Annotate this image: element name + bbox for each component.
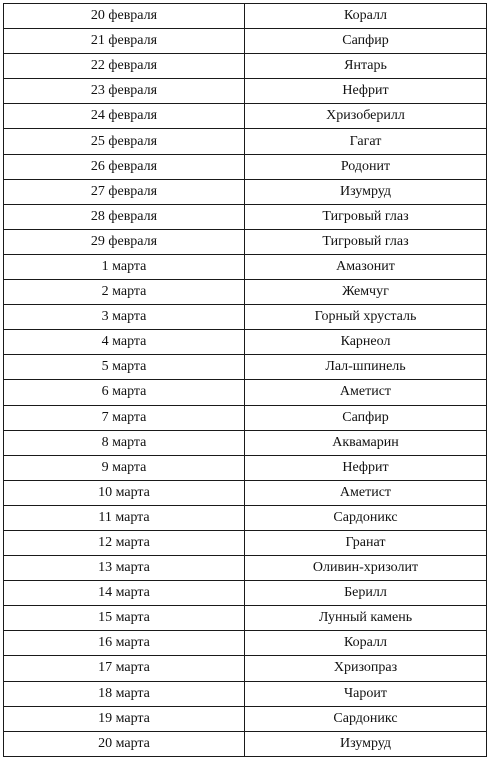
date-cell: 27 февраля: [4, 179, 245, 204]
stone-cell: Изумруд: [245, 731, 487, 756]
table-row: [4, 480, 487, 505]
date-cell: 25 февраля: [4, 129, 245, 154]
table-row: [4, 606, 487, 631]
date-cell: 16 марта: [4, 631, 245, 656]
date-cell: 23 февраля: [4, 79, 245, 104]
table-row: [4, 731, 487, 756]
stone-cell: Родонит: [245, 154, 487, 179]
table-row: [4, 280, 487, 305]
date-cell: 8 марта: [4, 430, 245, 455]
table-row: [4, 305, 487, 330]
stone-cell: Лунный камень: [245, 606, 487, 631]
date-cell: 21 февраля: [4, 29, 245, 54]
table-row: [4, 204, 487, 229]
table-row: [4, 405, 487, 430]
date-cell: 13 марта: [4, 556, 245, 581]
date-cell: 11 марта: [4, 505, 245, 530]
stone-cell: Карнеол: [245, 330, 487, 355]
stone-cell: Оливин-хризолит: [245, 556, 487, 581]
table-row: [4, 104, 487, 129]
date-cell: 10 марта: [4, 480, 245, 505]
stone-cell: Гранат: [245, 530, 487, 555]
date-cell: 1 марта: [4, 254, 245, 279]
date-cell: 5 марта: [4, 355, 245, 380]
stone-cell: Тигровый глаз: [245, 204, 487, 229]
stone-cell: Хризопраз: [245, 656, 487, 681]
table-row: [4, 581, 487, 606]
stone-cell: Гагат: [245, 129, 487, 154]
date-cell: 4 марта: [4, 330, 245, 355]
date-cell: 14 марта: [4, 581, 245, 606]
stone-cell: Сардоникс: [245, 505, 487, 530]
stone-cell: Чароит: [245, 681, 487, 706]
date-cell: 12 марта: [4, 530, 245, 555]
table-row: [4, 179, 487, 204]
date-cell: 17 марта: [4, 656, 245, 681]
table-row: [4, 254, 487, 279]
stone-cell: Хризоберилл: [245, 104, 487, 129]
stone-cell: Янтарь: [245, 54, 487, 79]
stone-cell: Сапфир: [245, 405, 487, 430]
table-row: [4, 455, 487, 480]
date-cell: 19 марта: [4, 706, 245, 731]
stone-cell: Аметист: [245, 380, 487, 405]
stone-cell: Сардоникс: [245, 706, 487, 731]
table-row: [4, 656, 487, 681]
stone-cell: Коралл: [245, 4, 487, 29]
table-row: [4, 530, 487, 555]
stone-cell: Аквамарин: [245, 430, 487, 455]
table-row: [4, 355, 487, 380]
stone-cell: Жемчуг: [245, 280, 487, 305]
table-row: [4, 4, 487, 29]
stone-cell: Сапфир: [245, 29, 487, 54]
stone-cell: Берилл: [245, 581, 487, 606]
date-cell: 15 марта: [4, 606, 245, 631]
stone-cell: Нефрит: [245, 455, 487, 480]
stone-cell: Коралл: [245, 631, 487, 656]
table-row: [4, 681, 487, 706]
table-row: [4, 54, 487, 79]
stone-cell: Амазонит: [245, 254, 487, 279]
date-cell: 2 марта: [4, 280, 245, 305]
stone-cell: Аметист: [245, 480, 487, 505]
table-row: [4, 330, 487, 355]
table-row: [4, 229, 487, 254]
table-body: [4, 4, 487, 757]
date-cell: 28 февраля: [4, 204, 245, 229]
date-cell: 22 февраля: [4, 54, 245, 79]
stone-cell: Горный хрусталь: [245, 305, 487, 330]
date-cell: 20 марта: [4, 731, 245, 756]
table-row: [4, 631, 487, 656]
stone-cell: Лал-шпинель: [245, 355, 487, 380]
birthstone-table: [3, 3, 487, 757]
date-cell: 9 марта: [4, 455, 245, 480]
stone-cell: Изумруд: [245, 179, 487, 204]
table-row: [4, 129, 487, 154]
date-cell: 18 марта: [4, 681, 245, 706]
table-row: [4, 556, 487, 581]
date-cell: 20 февраля: [4, 4, 245, 29]
stone-cell: Тигровый глаз: [245, 229, 487, 254]
date-cell: 24 февраля: [4, 104, 245, 129]
date-cell: 26 февраля: [4, 154, 245, 179]
date-cell: 7 марта: [4, 405, 245, 430]
table-row: [4, 706, 487, 731]
date-cell: 3 марта: [4, 305, 245, 330]
table-row: [4, 380, 487, 405]
date-cell: 29 февраля: [4, 229, 245, 254]
stone-cell: Нефрит: [245, 79, 487, 104]
table-row: [4, 505, 487, 530]
table-row: [4, 430, 487, 455]
table-row: [4, 79, 487, 104]
table-row: [4, 29, 487, 54]
date-cell: 6 марта: [4, 380, 245, 405]
table-row: [4, 154, 487, 179]
